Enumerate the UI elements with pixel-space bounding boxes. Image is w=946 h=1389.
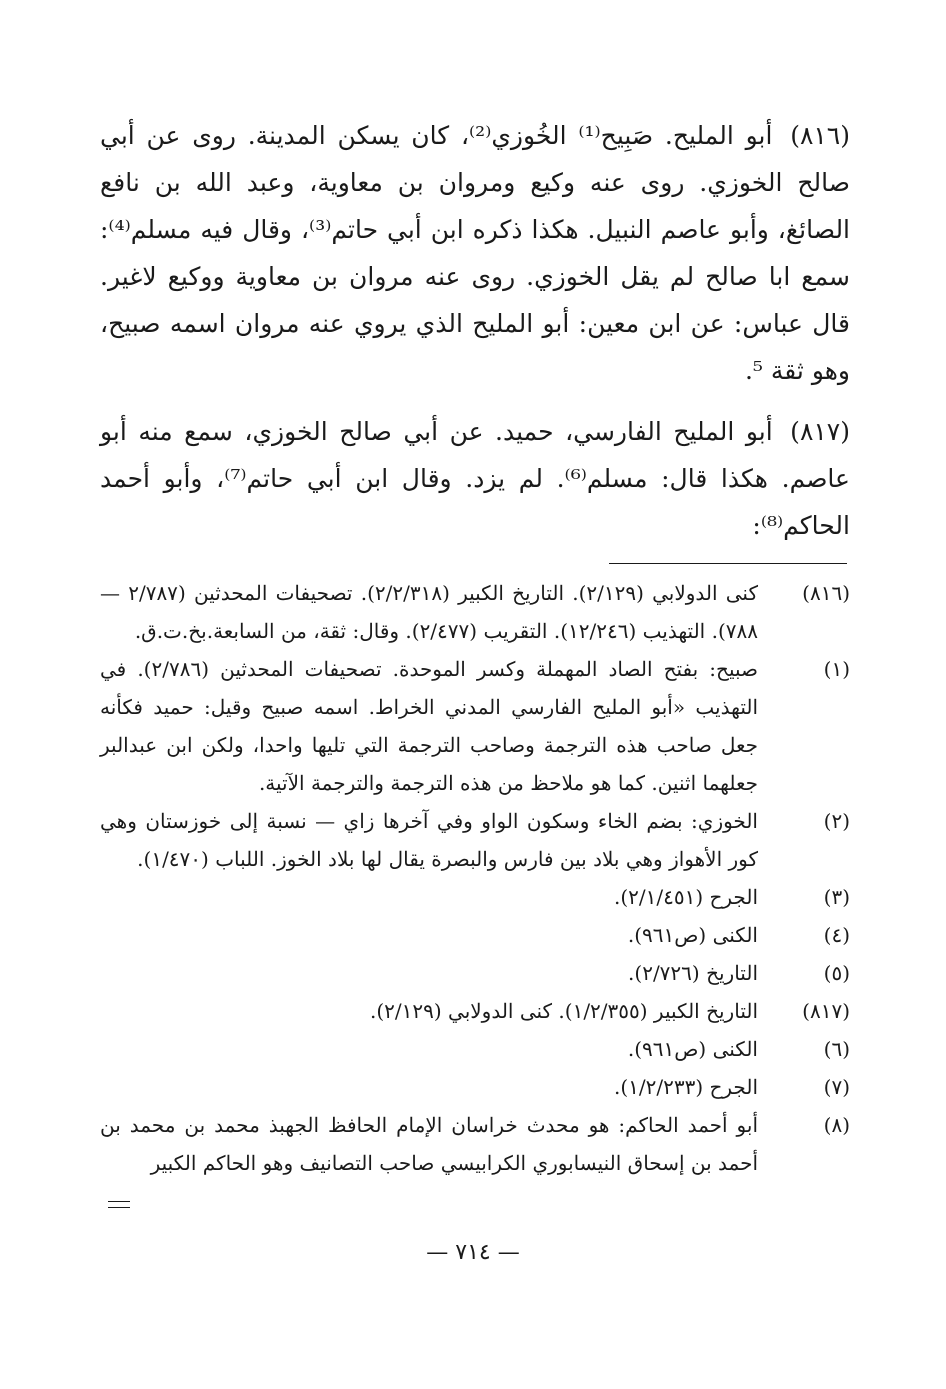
- footnote-text: الكنى (ص٩٦١).: [627, 923, 758, 947]
- footnote-text: التاريخ الكبير (١/٢/٣٥٥). كنى الدولابي (٢/١٢٩).: [369, 999, 758, 1023]
- footnote-number: (١): [823, 657, 850, 681]
- footnote-text: الكنى (ص٩٦١).: [627, 1037, 758, 1061]
- footnote-number: (٨): [823, 1113, 850, 1137]
- footnote: [100, 1068, 850, 1106]
- footnote: [100, 954, 850, 992]
- entry-number: (٨١٦): [790, 121, 851, 150]
- footnote-text: الجرح (١/٢/٢٣٣).: [613, 1075, 758, 1099]
- continuation-mark: [108, 1201, 130, 1208]
- footnote-text: صبيح: بفتح الصاد المهملة وكسر الموحدة. تصحيفات المحدثين (٢/٧٨٦). في التهذيب «أبو المليح الفارسي المدني الخراط. اسمه صبيح وقيل: حميد فكأنه جعل صاحب هذه الترجمة وصاحب الترجمة التي تليها واحدا، ولكن ابن عبدالبر جعلهما اثنين. كما هو ملاحظ من هذه الترجمة والترجمة الآتية.: [100, 657, 759, 795]
- footnote: [100, 878, 850, 916]
- footnotes: [100, 574, 850, 1182]
- footnote-separator-wrap: [100, 553, 850, 564]
- footnote: [100, 1030, 850, 1068]
- entry-text: أبو المليح الفارسي، حميد. عن أبي صالح الخوزي، سمع منه أبو عاصم. هكذا قال: مسلم⁽⁶⁾. لم يزد. وقال ابن أبي حاتم⁽⁷⁾، وأبو أحمد الحاكم⁽⁸⁾:: [100, 417, 850, 540]
- entry-816: [100, 112, 850, 394]
- page-body: [100, 112, 850, 1182]
- footnote: [100, 574, 850, 650]
- footnote: [100, 916, 850, 954]
- footnote-number: (٤): [823, 923, 850, 947]
- footnote-number: (٨١٦): [802, 581, 850, 605]
- footnote-text: الخوزي: بضم الخاء وسكون الواو وفي آخرها زاي — نسبة إلى خوزستان وهي كور الأهواز وهي بلاد بين فارس والبصرة يقال لها بلاد الخوز. اللباب (١/٤٧٠).: [100, 809, 758, 871]
- footnote-number: (٦): [823, 1037, 850, 1061]
- page-number: — ٧١٤ —: [426, 1240, 520, 1265]
- footnote-text: التاريخ (٢/٧٢٦).: [628, 961, 758, 985]
- footnote-number: (٢): [823, 809, 850, 833]
- footnote: [100, 650, 850, 802]
- entry-817: [100, 408, 850, 549]
- footnote-text: الجرح (٢/١/٤٥١).: [613, 885, 758, 909]
- footnote-number: (٥): [823, 961, 850, 985]
- footnote-number: (٧): [823, 1075, 850, 1099]
- footnote: [100, 1106, 850, 1182]
- footnote-text: أبو أحمد الحاكم: هو محدث خراسان الإمام الحافظ الجهبذ محمد بن محمد بن أحمد بن إسحاق النيسابوري الكرابيسي صاحب التصانيف وهو الحاكم الكبير: [100, 1113, 758, 1175]
- footnote-separator: [609, 563, 847, 564]
- footnote-text: كنى الدولابي (٢/١٢٩). التاريخ الكبير (٢/٢/٣١٨). تصحيفات المحدثين (٢/٧٨٧ — ٧٨٨). التهذيب (١٢/٢٤٦). التقريب (٢/٤٧٧). وقال: ثقة، من السابعة.بخ.ت.ق.: [100, 581, 758, 643]
- footnote: [100, 802, 850, 878]
- footnote-number: (٨١٧): [802, 999, 850, 1023]
- footnote: [100, 992, 850, 1030]
- footnote-number: (٣): [823, 885, 850, 909]
- entry-number: (٨١٧): [790, 417, 850, 446]
- entry-text: أبو المليح. صَبِيح⁽¹⁾ الخُوزي⁽²⁾، كان يسكن المدينة. روى عن أبي صالح الخوزي. روى عنه وكيع ومروان بن معاوية، وعبد الله بن نافع الصائغ، وأبو عاصم النبيل. هكذا ذكره ابن أبي حاتم⁽³⁾، وقال فيه مسلم⁽⁴⁾: سمع ابا صالح لم يقل الخوزي. روى عنه مروان بن معاوية ووكيع لاغير. قال عباس: عن ابن معين: أبو المليح الذي يروي عنه مروان اسمه صبيح، وهو ثقة ⁵.: [100, 121, 851, 385]
